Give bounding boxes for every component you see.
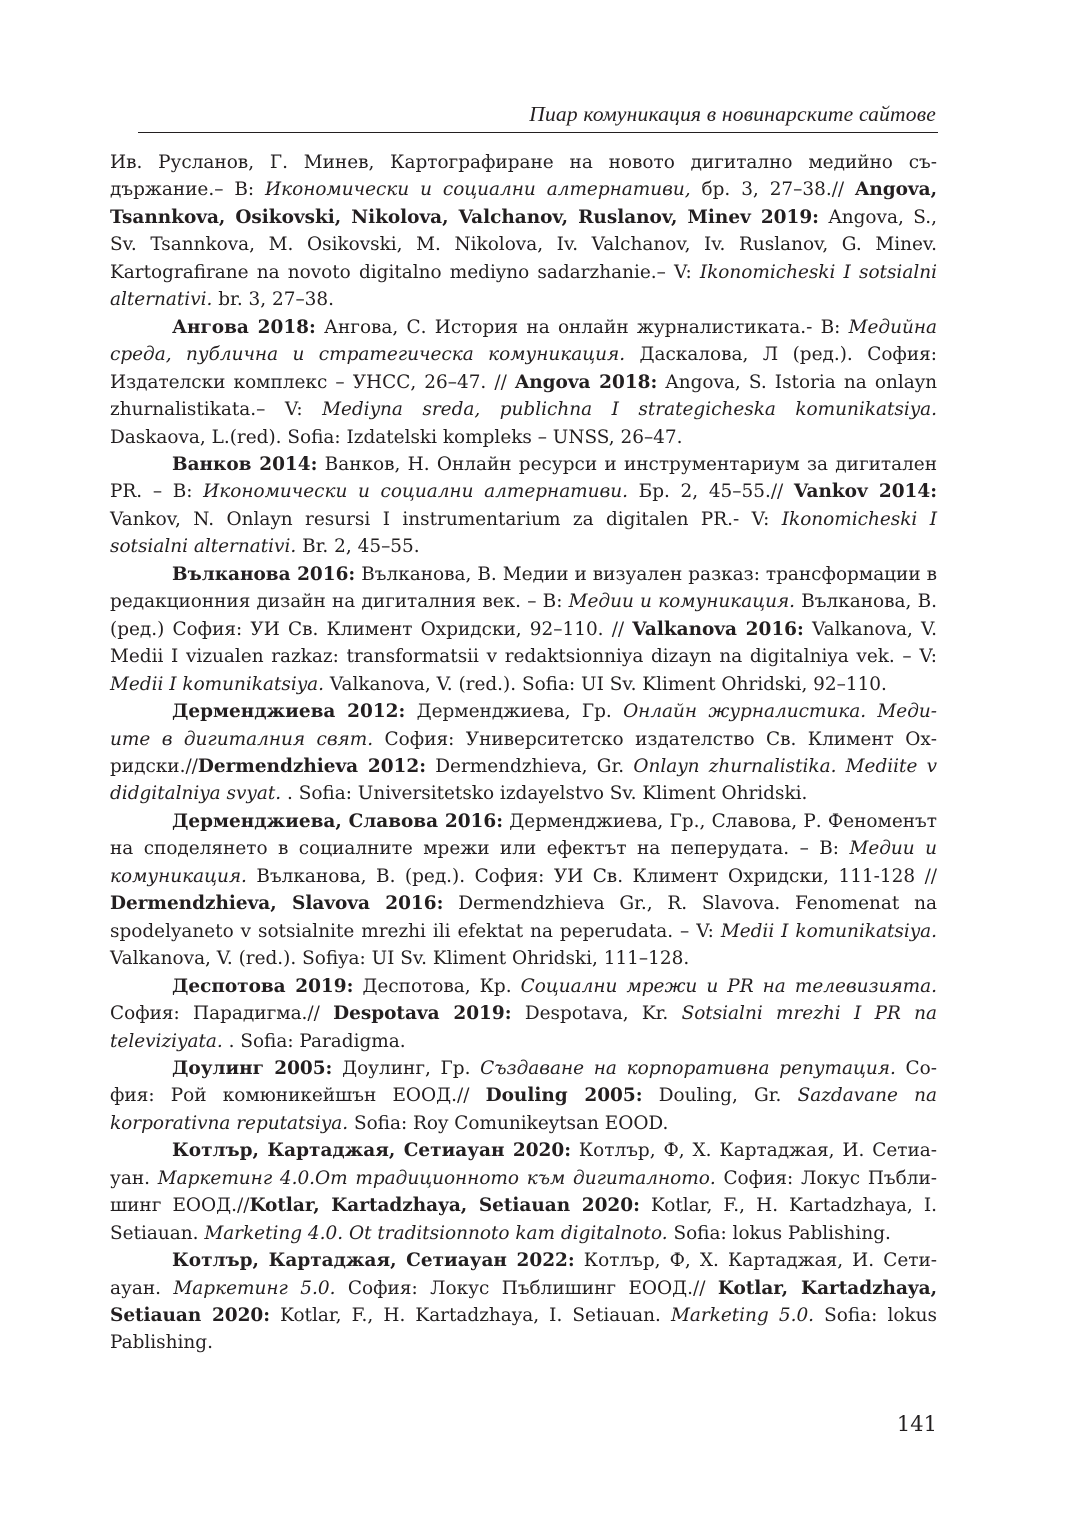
reference-text: Ангова, С. История на онлайн журналистиката.- В: <box>315 316 849 338</box>
reference-title: Икономически и социални алтернативи, <box>265 179 691 201</box>
running-title: Пиар комуникация в новинарските сайтове <box>529 102 936 126</box>
reference-text: Sofia: Roy Comunikeytsan EOOD. <box>348 1112 669 1134</box>
reference-list <box>110 149 937 1357</box>
reference-author-key: Доулинг 2005: <box>172 1057 333 1079</box>
reference-text: br. 3, 27–38. <box>212 289 334 311</box>
reference-text: Daskaova, L.(red). Sofia: Izdatelski kompleks – UNSS, 26–47. <box>110 426 683 448</box>
reference-title: Създаване на корпоративна репутация. <box>480 1057 896 1079</box>
reference-author-key: Vankov 2014: <box>793 481 938 503</box>
reference-text: Sofia: lokus Pablishing. <box>667 1222 891 1244</box>
reference-text: Ванков, Н. Онлайн ресурси и инструментариум за дигитален PR. – В: <box>110 453 937 503</box>
reference-title: Medii I komunikatsiya. <box>110 673 324 695</box>
reference-entry <box>110 561 937 698</box>
reference-text: Деспотова, Кр. <box>353 975 521 997</box>
reference-text: Котлър, Ф, Х. Картаджая, И. Сетиауан. <box>110 1140 937 1189</box>
reference-text: Kotlar, F., H. Kartadzhaya, I. Setiauan. <box>270 1305 671 1327</box>
reference-title: Маркетинг 4.0.От традиционното към дигиталното. <box>157 1167 716 1189</box>
reference-text: Дерменджиева, Гр., Славова, Р. Феноменът на споделянето в социалните мрежи или ефектът на пеперудата. – В: <box>110 810 937 860</box>
reference-text: Dermendzhieva, Gr. <box>426 755 634 777</box>
reference-author-key: Dermendzhieva, Slavova 2016: <box>110 893 444 915</box>
reference-author-key: Kotlar, Kartadzhaya, Setiauan 2020: <box>110 1277 937 1327</box>
reference-text: бр. 3, 27–38.// <box>690 179 856 201</box>
reference-title: Sotsialni mrezhi I PR na televiziyata. <box>110 1003 938 1052</box>
reference-title: Marketing 5.0. <box>670 1305 815 1327</box>
reference-title: Медии и комуникация. <box>110 838 937 887</box>
reference-author-key: Ванков 2014: <box>172 453 318 475</box>
reference-author-key: Дерменджиева 2012: <box>172 701 406 723</box>
reference-entry <box>110 698 937 808</box>
reference-title: Ikonomicheski I sotsialni alternativi. <box>110 508 937 558</box>
reference-title: Медийна среда, публична и стратегическа комуникация. <box>110 316 938 366</box>
reference-author-key: Angova, Tsannkova, Osikovski, Nikolova, Valchanov, Ruslanov, Minev 2019: <box>110 179 938 228</box>
reference-text: Доулинг, Гр. <box>332 1057 481 1079</box>
reference-author-key: Valkanova 2016: <box>632 618 804 640</box>
reference-text: Valkanova, V. Medii I vizualen razkaz: transformatsii v redaktsionniya dizayn na digitalniya vek. – V: <box>110 618 937 668</box>
reference-entry <box>110 149 937 314</box>
reference-title: Медии и комуникация. <box>568 591 796 613</box>
reference-author-key: Despotava 2019: <box>333 1003 512 1025</box>
reference-text: София: Локус Пъблишинг ЕООД.// <box>110 1167 937 1217</box>
reference-entry <box>110 973 937 1055</box>
reference-author-key: Котлър, Картаджая, Сетиауан 2022: <box>172 1250 575 1272</box>
reference-author-key: Вълканова 2016: <box>172 563 356 585</box>
reference-text: Дерменджиева, Гр. <box>405 701 624 723</box>
reference-text: София: Университетско издателство Св. Климент Охридски.// <box>110 728 938 777</box>
reference-entry <box>110 314 937 451</box>
reference-title: Ikonomicheski I sotsialni alternativi. <box>110 261 937 311</box>
reference-text: Kotlar, F., H. Kartadzhaya, I. Setiauan. <box>110 1195 938 1244</box>
reference-text: Br. 2, 45–55. <box>296 536 420 558</box>
reference-author-key: Ангова 2018: <box>172 316 316 338</box>
page-number: 141 <box>896 1412 937 1436</box>
reference-title: Marketing 4.0. Ot traditsionnoto kam digitalnoto. <box>204 1222 668 1244</box>
reference-author-key: Котлър, Картаджая, Сетиауан 2020: <box>172 1140 572 1162</box>
reference-entry <box>110 451 937 561</box>
reference-entry <box>110 1055 937 1137</box>
running-header <box>138 98 938 133</box>
reference-title: Икономически и социални алтернативи. <box>203 481 629 503</box>
reference-title: Sazdavane na korporativna reputatsiya. <box>110 1085 937 1134</box>
reference-text: Despotava, Kr. <box>511 1003 682 1025</box>
reference-text: Valkanova, V. (red.). Sofiya: UI Sv. Kliment Ohridski, 111–128. <box>110 948 690 970</box>
reference-text: Котлър, Ф, Х. Картаджая, И. Сетиауан. <box>110 1250 937 1299</box>
reference-text: Вълканова, В. Медии и визуален разказ: трансформации в редакционния дизайн на дигиталния век. – В: <box>110 563 937 613</box>
reference-author-key: Деспотова 2019: <box>172 975 354 997</box>
reference-title: Onlayn zhurnalistika. Mediite v didgitalniya svyat. <box>110 755 938 805</box>
reference-text: Sofia: lokus Pablishing. <box>110 1305 937 1354</box>
reference-title: Medii I komunikatsiya. <box>720 920 937 942</box>
reference-text: Douling, Gr. <box>642 1085 798 1107</box>
reference-author-key: Douling 2005: <box>485 1085 643 1107</box>
reference-text: Ив. Русланов, Г. Минев, Картографиране на новото дигитално медийно съдържание.– В: <box>110 152 937 201</box>
reference-text: София: Локус Пъблишинг ЕООД.// <box>335 1277 718 1299</box>
reference-text: Valkanova, V. (red.). Sofia: UI Sv. Kliment Ohridski, 92–110. <box>324 673 887 695</box>
reference-title: Маркетинг 5.0. <box>173 1277 336 1299</box>
reference-entry <box>110 1137 937 1247</box>
reference-text: . Sofia: Paradigma. <box>222 1030 406 1052</box>
reference-text: Angova, S. Istoria na onlayn zhurnalistikata.– V: <box>110 371 937 421</box>
reference-text: Бр. 2, 45–55.// <box>628 481 794 503</box>
reference-title: Социални мрежи и PR на телевизията. <box>520 975 937 997</box>
reference-author-key: Angova 2018: <box>514 371 658 393</box>
reference-entry <box>110 808 937 973</box>
reference-text: Vankov, N. Onlayn resursi I instrumentarium za digitalen PR.- V: <box>110 508 782 530</box>
reference-text: София: Рой комюникейшън ЕООД.// <box>110 1057 938 1107</box>
reference-author-key: Dermendzhieva 2012: <box>197 755 427 777</box>
reference-text: Вълканова, В. (ред.) София: УИ Св. Климент Охридски, 92–110. // <box>110 591 937 640</box>
reference-title: Онлайн журналистика. Медиите в дигиталния свят. <box>110 701 937 750</box>
reference-text: Вълканова, В. (ред.). София: УИ Св. Климент Охридски, 111-128 // <box>246 865 937 887</box>
reference-text: . Sofia: Universitetsko izdayelstvo Sv. Kliment Ohridski. <box>281 783 808 805</box>
reference-entry <box>110 1247 937 1357</box>
reference-text: Даскалова, Л (ред.). София: Издателски комплекс – УНСС, 26–47. // <box>110 344 937 393</box>
reference-text: Angova, S., Sv. Tsannkova, M. Osikovski, M. Nikolova, Iv. Valchanov, Iv. Ruslanov, G. Minev. Kartografirane na novoto digitalno mediyno sadarzhanie.– V: <box>110 206 937 283</box>
reference-author-key: Kotlar, Kartadzhaya, Setiauan 2020: <box>249 1195 640 1217</box>
reference-author-key: Дерменджиева, Славова 2016: <box>172 810 504 832</box>
reference-text: Dermendzhieva Gr., R. Slavova. Fenomenat na spodelyaneto v sotsialnite mrezhi ili efektat na peperudata. – V: <box>110 893 937 942</box>
reference-text: София: Парадигма.// <box>110 1003 334 1025</box>
reference-title: Mediyna sreda, publichna I strategicheska komunikatsiya. <box>322 399 937 421</box>
